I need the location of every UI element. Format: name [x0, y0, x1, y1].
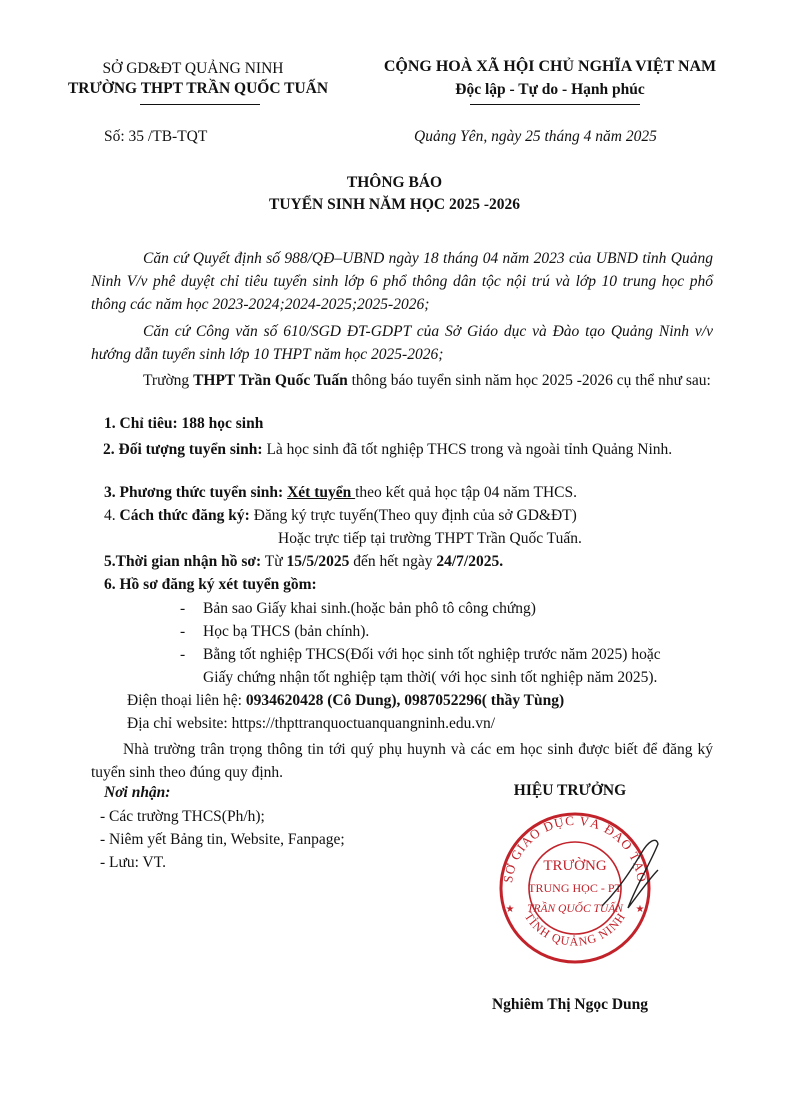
basis-paragraph-1: Căn cứ Quyết định số 988/QĐ–UBND ngày 18 tháng 04 năm 2023 của UBND tỉnh Quảng Ninh V/v phê duyệt chỉ tiêu tuyển sinh lớp 6 phổ thông dân tộc nội trú và lớp 10 trung học phổ thông các năm học 2023-2024;2024-2025;2025-2026; — [91, 250, 713, 313]
school-underline — [140, 104, 260, 105]
item-target-text: Là học sinh đã tốt nghiệp THCS trong và ngoài tỉnh Quảng Ninh. — [262, 441, 673, 458]
item-method-key: Xét tuyển — [287, 484, 356, 501]
dept-name: SỞ GD&ĐT QUẢNG NINH — [102, 60, 284, 77]
recipients-label: Nơi nhận: — [104, 784, 171, 801]
motto: Độc lập - Tự do - Hạnh phúc — [455, 81, 645, 98]
contact-website: Địa chỉ website: https://thpttranquoctuanquangninh.edu.vn/ — [127, 715, 496, 732]
recipient-3: - Lưu: VT. — [100, 854, 166, 871]
item-registration — [104, 507, 577, 525]
closing-paragraph: Nhà trường trân trọng thông tin tới quý phụ huynh và các em học sinh được biết để đăng ký tuyển sinh theo đúng quy định. — [91, 741, 713, 781]
doc-item-3-cont: Giấy chứng nhận tốt nghiệp tạm thời( với học sinh tốt nghiệp năm 2025). — [203, 669, 658, 686]
item-time-mid1: Từ — [261, 553, 287, 570]
school-seal-stamp — [490, 808, 660, 968]
document-number: Số: 35 /TB-TQT — [104, 128, 208, 145]
title-line2: TUYỂN SINH NĂM HỌC 2025 -2026 — [268, 196, 521, 213]
signer-name: Nghiêm Thị Ngọc Dung — [491, 996, 649, 1013]
item-registration-num: 4. — [104, 507, 120, 524]
item-time — [104, 553, 503, 571]
doc-item-3: Bằng tốt nghiệp THCS(Đối với học sinh tốt nghiệp trước năm 2025) hoặc — [203, 646, 661, 663]
item-target-label: 2. Đối tượng tuyển sinh: — [103, 441, 263, 458]
motto-underline — [470, 104, 640, 105]
contact-phone-value: 0934620428 (Cô Dung), 0987052296( thầy Tùng) — [245, 692, 565, 709]
place-date: Quảng Yên, ngày 25 tháng 4 năm 2025 — [414, 128, 657, 145]
item-registration-alt: Hoặc trực tiếp tại trường THPT Trần Quốc Tuấn. — [278, 530, 582, 547]
seal-ring-text: SỞ GIÁO DỤC VÀ ĐÀO TẠO — [500, 812, 650, 884]
item-method-label: 3. Phương thức tuyển sinh: — [104, 484, 288, 501]
doc-bullet-3: - — [180, 646, 186, 663]
item-registration-text: Đăng ký trực tuyến(Theo quy định của sở GD&ĐT) — [249, 507, 577, 524]
item-registration-label: Cách thức đăng ký: — [119, 507, 250, 524]
intro-post: thông báo tuyển sinh năm học 2025 -2026 cụ thể như sau: — [347, 372, 711, 389]
item-documents: 6. Hồ sơ đăng ký xét tuyển gồm: — [104, 576, 317, 593]
doc-bullet-1: - — [180, 600, 186, 617]
signature-title: HIỆU TRƯỞNG — [513, 782, 627, 799]
seal-bottom-text: TỈNH QUẢNG NINH — [521, 909, 629, 949]
intro-school: THPT Trần Quốc Tuấn — [193, 372, 348, 389]
school-name: TRƯỜNG THPT TRẦN QUỐC TUẤN — [67, 80, 329, 97]
recipient-1: - Các trường THCS(Ph/h); — [100, 808, 265, 825]
item-time-from: 15/5/2025 — [286, 553, 350, 570]
item-quota: 1. Chỉ tiêu: 188 học sinh — [104, 415, 264, 432]
item-method-text: theo kết quả học tập 04 năm THCS. — [355, 484, 577, 501]
item-target — [91, 438, 713, 461]
seal-line-2: TRUNG HỌC - PT — [528, 881, 622, 895]
doc-item-1: Bản sao Giấy khai sinh.(hoặc bản phô tô công chứng) — [203, 600, 536, 617]
item-time-to: 24/7/2025. — [436, 553, 504, 570]
contact-phone-label: Điện thoại liên hệ: — [127, 692, 246, 709]
doc-bullet-2: - — [180, 623, 186, 640]
item-time-label: 5.Thời gian nhận hồ sơ: — [104, 553, 262, 570]
contact-phone — [127, 692, 564, 710]
nation-name: CỘNG HOÀ XÃ HỘI CHỦ NGHĨA VIỆT NAM — [383, 58, 717, 75]
basis-paragraph-2: Căn cứ Công văn số 610/SGD ĐT-GDPT của Sở Giáo dục và Đào tạo Quảng Ninh v/v hướng dẫn tuyển sinh lớp 10 THPT năm học 2025-2026; — [91, 323, 713, 363]
seal-star-right: ★ — [635, 904, 645, 915]
intro-pre: Trường — [143, 372, 194, 389]
item-method — [104, 484, 577, 502]
seal-line-1: TRƯỜNG — [543, 858, 607, 874]
intro-paragraph — [91, 369, 713, 392]
seal-line-3: TRẦN QUỐC TUẤN — [527, 903, 623, 915]
seal-star-left: ★ — [505, 904, 515, 915]
item-time-mid2: đến hết ngày — [349, 553, 437, 570]
title-line1: THÔNG BÁO — [346, 174, 443, 191]
doc-item-2: Học bạ THCS (bản chính). — [203, 623, 370, 640]
recipient-2: - Niêm yết Bảng tin, Website, Fanpage; — [100, 831, 345, 848]
